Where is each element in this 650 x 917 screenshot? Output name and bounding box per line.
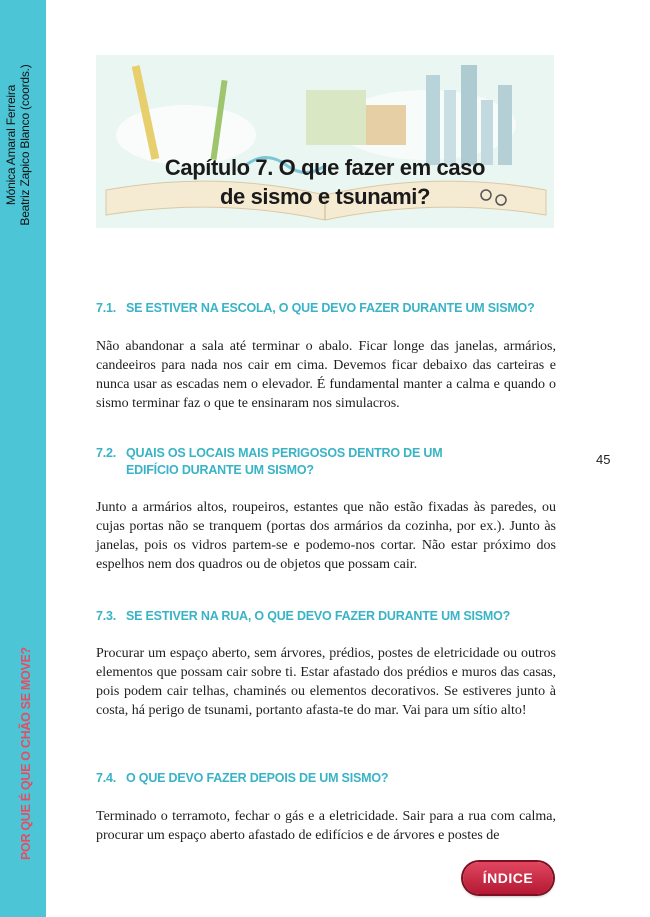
section-heading xyxy=(96,445,556,479)
section-title: QUAIS OS LOCAIS MAIS PERIGOSOS DENTRO DE UM EDIFÍCIO DURANTE UM SISMO? xyxy=(126,446,443,477)
section-title: O QUE DEVO FAZER DEPOIS DE UM SISMO? xyxy=(126,771,389,785)
book-title xyxy=(16,647,36,860)
section-body: Terminado o terramoto, fechar o gás e a eletricidade. Sair para a rua com calma, procurar um espaço aberto afastado de edifícios e de árvores e postes de xyxy=(96,809,556,843)
author-line-1: Mónica Amaral Ferreira xyxy=(4,84,18,206)
chapter-title-line-2: de sismo e tsunami? xyxy=(219,184,430,209)
section-number: 7.3. xyxy=(96,609,117,623)
section-7-4 xyxy=(96,770,556,845)
section-body: Junto a armários altos, roupeiros, estantes que não estão fixadas às paredes, ou cujas portas não se tranquem (portas dos armários da cozinha, por ex.). Junto às janelas, pois os vidros partem-se e podemo-nos cortar. Não estar próximo dos espelhos nem dos quadros ou de objetos que possam cair. xyxy=(96,500,556,572)
section-body: Procurar um espaço aberto, sem árvores, prédios, postes de eletricidade ou outros elementos que possam cair sobre ti. Estar afastado dos prédios e muros das casas, pois podem cair telhas, chaminés ou elementos decorativos. Se estiveres junto à costa, há perigo de tsunami, portanto afasta-te do mar. Vai para um sítio alto! xyxy=(96,646,556,718)
book-title-text: POR QUE É QUE O CHÃO SE MOVE? xyxy=(19,647,33,860)
chapter-banner xyxy=(96,55,554,228)
section-heading xyxy=(96,770,556,787)
left-sidebar xyxy=(0,0,46,917)
chapter-title xyxy=(96,153,554,211)
author-line-2: Beatriz Zapico Blanco (coords.) xyxy=(18,64,32,226)
page-number: 45 xyxy=(596,452,611,467)
section-title: SE ESTIVER NA RUA, O QUE DEVO FAZER DURANTE UM SISMO? xyxy=(126,609,511,623)
section-7-3 xyxy=(96,608,556,720)
section-body: Não abandonar a sala até terminar o abalo. Ficar longe das janelas, armários, candeeiros para nada nos cair em cima. Devemos ficar debaixo das carteiras e nunca usar as escadas nem o elevador. É fundamental manter a calma e quando o sismo terminar faz o que te ensinaram nos simulacros. xyxy=(96,339,556,411)
chapter-title-line-1: Capítulo 7. O que fazer em caso xyxy=(164,155,486,180)
section-number: 7.2. xyxy=(96,446,117,460)
section-title: SE ESTIVER NA ESCOLA, O QUE DEVO FAZER DURANTE UM SISMO? xyxy=(126,301,535,315)
section-number: 7.1. xyxy=(96,301,117,315)
section-heading xyxy=(96,608,556,625)
section-number: 7.4. xyxy=(96,771,117,785)
section-7-2 xyxy=(96,445,556,574)
section-7-1 xyxy=(96,300,556,413)
section-heading xyxy=(96,300,556,317)
authors-credit xyxy=(4,60,44,230)
indice-button[interactable]: ÍNDICE xyxy=(463,862,553,894)
